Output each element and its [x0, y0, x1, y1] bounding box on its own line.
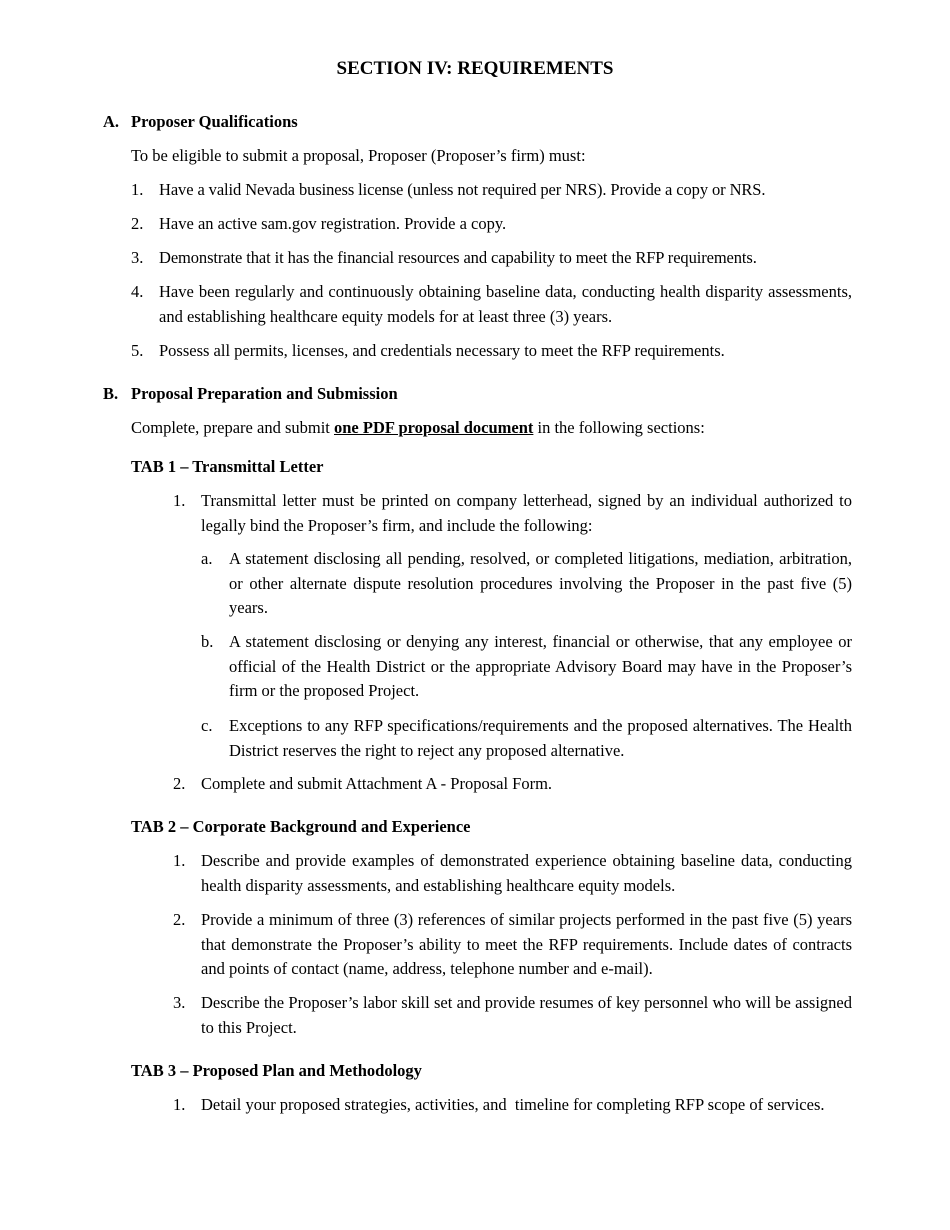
list-item — [131, 246, 852, 271]
section-b-intro — [131, 416, 705, 441]
section-b-intro-emphasis: one PDF proposal document — [334, 418, 534, 437]
list-item-text: Have been regularly and continuously obtaining baseline data, conducting health disparity assessments, and establishing healthcare equity models for at least three (3) years. — [159, 282, 852, 326]
list-item-number: 1. — [131, 180, 144, 199]
list-item-number: 1. — [173, 851, 186, 870]
list-item — [173, 908, 852, 982]
section-a-intro: To be eligible to submit a proposal, Proposer (Proposer’s firm) must: — [131, 146, 586, 165]
section-b-intro-before: Complete, prepare and submit — [131, 418, 334, 437]
list-item-number: a. — [201, 549, 213, 568]
list-item-text: Provide a minimum of three (3) references of similar projects performed in the past five (5) years that demonstrate the Proposer’s ability to meet the RFP requirements. Include dates of contracts and points of contact (name, address, telephone number and e-mail). — [201, 910, 852, 978]
list-item — [131, 178, 852, 203]
list-item-number: 1. — [173, 491, 186, 510]
list-item-number: 2. — [131, 214, 144, 233]
section-a-letter: A. — [103, 112, 120, 131]
list-item-text: Complete and submit Attachment A - Proposal Form. — [201, 774, 553, 793]
list-item — [201, 547, 852, 621]
list-item-text: Have a valid Nevada business license (unless not required per NRS). Provide a copy or NRS. — [159, 180, 766, 199]
list-item-number: 3. — [173, 993, 186, 1012]
list-item-text: Detail your proposed strategies, activities, and timeline for completing RFP scope of services. — [201, 1095, 825, 1114]
list-item — [173, 772, 852, 797]
list-item-number: b. — [201, 632, 214, 651]
list-item-text: Describe and provide examples of demonstrated experience obtaining baseline data, conducting health disparity assessments, and establishing healthcare equity models. — [201, 851, 852, 895]
list-item-number: c. — [201, 716, 213, 735]
list-item — [131, 339, 852, 364]
section-b-heading: Proposal Preparation and Submission — [131, 384, 398, 403]
list-item — [201, 714, 852, 763]
list-item-number: 3. — [131, 248, 144, 267]
list-item — [131, 212, 852, 237]
list-item — [173, 1093, 852, 1118]
list-item-text: Exceptions to any RFP specifications/requirements and the proposed alternatives. The Health District reserves the right to reject any proposed alternative. — [229, 716, 852, 760]
section-a-heading: Proposer Qualifications — [131, 112, 298, 131]
list-item-text: Possess all permits, licenses, and credentials necessary to meet the RFP requirements. — [159, 341, 725, 360]
section-b-intro-after: in the following sections: — [533, 418, 705, 437]
tab1-heading: TAB 1 – Transmittal Letter — [131, 457, 324, 476]
list-item — [173, 991, 852, 1040]
list-item-number: 4. — [131, 282, 144, 301]
list-item-number: 1. — [173, 1095, 186, 1114]
list-item-number: 5. — [131, 341, 144, 360]
tab2-heading: TAB 2 – Corporate Background and Experience — [131, 817, 471, 836]
tab3-heading: TAB 3 – Proposed Plan and Methodology — [131, 1061, 422, 1080]
list-item — [173, 849, 852, 898]
list-item — [201, 630, 852, 704]
page-title: SECTION IV: REQUIREMENTS — [336, 58, 614, 79]
list-item — [173, 489, 852, 538]
section-b-letter: B. — [103, 384, 119, 403]
list-item-number: 2. — [173, 774, 186, 793]
list-item-text: Describe the Proposer’s labor skill set and provide resumes of key personnel who will be assigned to this Project. — [201, 993, 852, 1037]
list-item — [131, 280, 852, 329]
list-item-text: A statement disclosing all pending, resolved, or completed litigations, mediation, arbitration, or other alternate dispute resolution procedures involving the Proposer in the past five (5) years. — [229, 549, 852, 617]
list-item-text: Have an active sam.gov registration. Provide a copy. — [159, 214, 507, 233]
list-item-number: 2. — [173, 910, 186, 929]
list-item-text: Transmittal letter must be printed on company letterhead, signed by an individual authorized to legally bind the Proposer’s firm, and include the following: — [201, 491, 852, 535]
list-item-text: Demonstrate that it has the financial resources and capability to meet the RFP requirements. — [159, 248, 757, 267]
list-item-text: A statement disclosing or denying any interest, financial or otherwise, that any employee or official of the Health District or the appropriate Advisory Board may have in the Proposer’s firm or the proposed Project. — [229, 632, 852, 700]
